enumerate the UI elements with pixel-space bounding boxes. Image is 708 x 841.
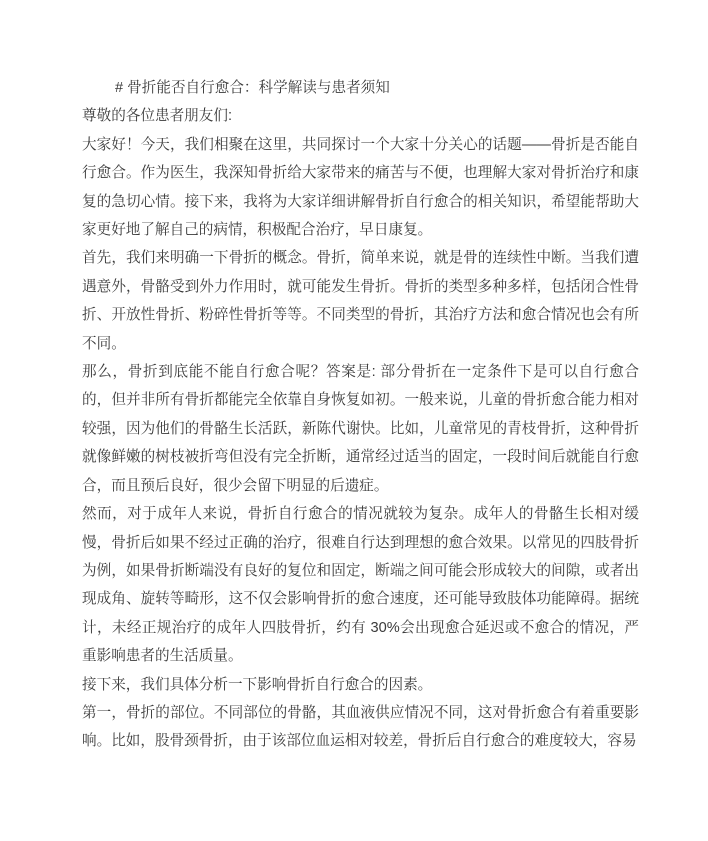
paragraph-children-healing: 那么，骨折到底能不能自行愈合呢？答案是: 部分骨折在一定条件下是可以自行愈合的，但并非所有骨折都能完全依靠自身恢复如初。一般来说，儿童的骨折愈合能力相对较强，因为他们的骨骼生长活跃，新陈代谢快。比如，儿童常见的青枝骨折，这种骨折就像鲜嫩的树枝被折弯但没有完全折断，通常经过适当的固定，一段时间后就能自行愈合，而且预后良好，很少会留下明显的后遗症。 [82,364,639,494]
paragraph-salutation: 尊敬的各位患者朋友们: [82,108,232,125]
doc-title: # 骨折能否自行愈合：科学解读与患者须知 [115,80,390,96]
paragraph-factor-location: 第一，骨折的部位。不同部位的骨骼，其血液供应情况不同，这对骨折愈合有着重要影响。比如，股骨颈骨折，由于该部位血运相对较差，骨折后自行愈合的难度较大，容易 [82,704,639,750]
paragraph-definition: 首先，我们来明确一下骨折的概念。骨折，简单来说，就是骨的连续性中断。当我们遭遇意外，骨骼受到外力作用时，就可能发生骨折。骨折的类型多种多样，包括闭合性骨折、开放性骨折、粉碎性骨折等等。不同类型的骨折，其治疗方法和愈合情况也会有所不同。 [82,250,639,352]
paragraph-factors-lead: 接下来，我们具体分析一下影响骨折自行愈合的因素。 [82,676,433,693]
paragraph-adult-healing: 然而，对于成年人来说，骨折自行愈合的情况就较为复杂。成年人的骨骼生长相对缓慢，骨折后如果不经过正确的治疗，很难自行达到理想的愈合效果。以常见的四肢骨折为例，如果骨折断端没有良好的复位和固定，断端之间可能会形成较大的间隙，或者出现成角、旋转等畸形，这不仅会影响骨折的愈合速度，还可能导致肢体功能障碍。据统计，未经正规治疗的成年人四肢骨折，约有 30%会出现愈合延迟或不愈合的情况，严重影响患者的生活质量。 [82,506,639,665]
document-content [82,74,639,756]
paragraph-intro: 大家好！今天，我们相聚在这里，共同探讨一个大家十分关心的话题——骨折是否能自行愈合。作为医生，我深知骨折给大家带来的痛苦与不便，也理解大家对骨折治疗和康复的急切心情。接下来，我将为大家详细讲解骨折自行愈合的相关知识，希望能帮助大家更好地了解自己的病情，积极配合治疗，早日康复。 [82,136,639,239]
